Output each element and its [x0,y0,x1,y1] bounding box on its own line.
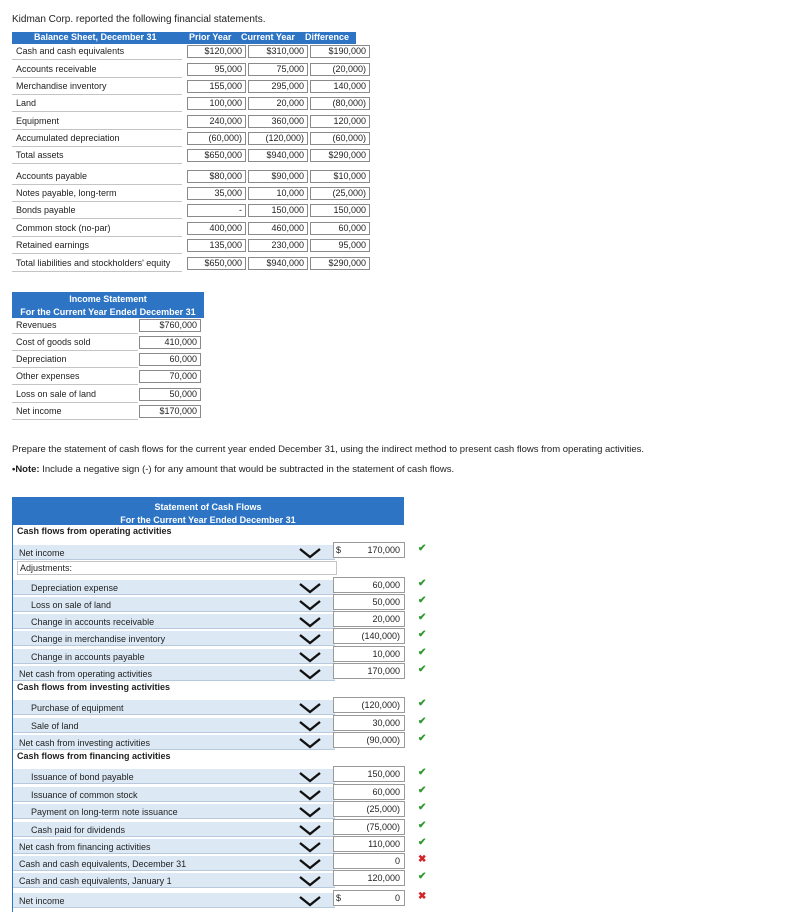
correct-check-icon: ✔ [418,629,427,640]
correct-check-icon: ✔ [418,612,427,623]
bs-value-prior: $650,000 [187,149,246,162]
instructions: Prepare the statement of cash flows for the current year ended December 31, using the indirect method to present cash flows from operating activities. [12,444,645,455]
cf-line-select[interactable] [13,666,335,681]
is-value: 60,000 [139,353,201,366]
bs-row-underline [12,146,182,147]
cf-line-label: Change in accounts payable [31,652,145,662]
bs-row-underline [12,218,182,219]
cf-line-select[interactable] [13,580,335,595]
is-subtitle: For the Current Year Ended December 31 [20,307,196,317]
cf-line-select[interactable] [13,839,335,854]
bs-value-diff: 140,000 [310,80,370,93]
is-row-underline [12,419,138,420]
bs-value-current: 20,000 [248,97,308,110]
is-row-label: Depreciation [16,354,67,364]
bs-value-diff: (25,000) [310,187,370,200]
cf-amount-input[interactable]: 150,000 [333,766,405,782]
correct-check-icon: ✔ [418,578,427,589]
cf-amount-input[interactable]: (90,000) [333,732,405,748]
bs-row-label: Accounts payable [16,171,88,181]
cf-amount-input[interactable]: (75,000) [333,819,405,835]
bs-value-diff: (80,000) [310,97,370,110]
is-row [12,369,204,385]
is-value: 410,000 [139,336,201,349]
bs-row-underline [12,111,182,112]
is-row-label: Other expenses [16,371,80,381]
balance-sheet [12,32,366,280]
bs-value-diff: $10,000 [310,170,370,183]
cf-amount-input[interactable]: 50,000 [333,594,405,610]
bs-value-diff: 120,000 [310,115,370,128]
cf-line-label: Net cash from financing activities [19,842,151,852]
bs-row [12,131,366,147]
bs-row-label: Notes payable, long-term [16,188,117,198]
bs-value-prior: 95,000 [187,63,246,76]
cash-flow-statement [12,497,427,912]
cf-amount-input[interactable]: 170,000 [333,663,405,679]
chevron-down-icon[interactable] [297,718,323,733]
cf-adjustments-label: Adjustments: [17,561,337,575]
bs-header-diff: Difference [305,32,350,42]
bs-value-prior: 155,000 [187,80,246,93]
chevron-down-icon[interactable] [297,545,323,560]
bs-row [12,238,366,254]
correct-check-icon: ✔ [418,733,427,744]
cf-amount-input[interactable]: (120,000) [333,697,405,713]
cf-line-label: Purchase of equipment [31,703,124,713]
bs-header-label: Balance Sheet, December 31 [34,32,157,42]
bs-row-label: Retained earnings [16,240,90,250]
cf-amount-input[interactable]: 170,000 [333,542,405,558]
cf-line-select[interactable] [13,873,335,888]
cf-amount-input[interactable]: (140,000) [333,628,405,644]
bs-row [12,221,366,237]
bs-row-label: Common stock (no-par) [16,223,111,233]
bs-row-underline [12,163,182,164]
bs-value-diff: $190,000 [310,45,370,58]
bs-row-underline [12,184,182,185]
cf-line-label: Net cash from investing activities [19,738,151,748]
cf-section-operating: Cash flows from operating activities [17,526,172,536]
bs-row-underline [12,253,182,254]
cf-line-label: Depreciation expense [31,583,119,593]
bs-row-label: Accumulated depreciation [16,133,120,143]
cf-line-select[interactable] [13,631,335,646]
chevron-down-icon[interactable] [297,700,323,715]
bs-value-current: 150,000 [248,204,308,217]
cf-line-label: Issuance of common stock [31,790,138,800]
cf-amount-input[interactable]: 120,000 [333,870,405,886]
is-row [12,404,204,420]
cf-line-select[interactable] [13,804,335,819]
correct-check-icon: ✔ [418,716,427,727]
cf-amount-input[interactable]: 110,000 [333,836,405,852]
bs-row [12,62,366,78]
cf-line-select[interactable] [13,822,335,837]
cf-line-label: Sale of land [31,721,79,731]
correct-check-icon: ✔ [418,785,427,796]
dollar-sign: $ [336,545,342,555]
bs-value-prior: 100,000 [187,97,246,110]
bs-value-current: 460,000 [248,222,308,235]
cf-line-select[interactable] [13,787,335,802]
chevron-down-icon[interactable] [297,856,323,871]
bs-row [12,79,366,95]
bs-value-prior: $650,000 [187,257,246,270]
is-value: $170,000 [139,405,201,418]
bs-row [12,114,366,130]
bs-row-underline [12,236,182,237]
bs-value-diff: (20,000) [310,63,370,76]
correct-check-icon: ✔ [418,543,427,554]
cf-line-label: Net income [19,896,65,906]
is-row [12,318,204,334]
bs-value-current: 295,000 [248,80,308,93]
bs-row-underline [12,77,182,78]
cf-line-select[interactable] [13,597,335,612]
chevron-down-icon[interactable] [297,787,323,802]
is-value: $760,000 [139,319,201,332]
bs-row-label: Total assets [16,150,64,160]
chevron-down-icon[interactable] [297,666,323,681]
cf-line-select[interactable] [13,545,335,560]
cf-line-select[interactable] [13,769,335,784]
note-label: •Note: [12,464,40,475]
bs-row [12,203,366,219]
note-text: Include a negative sign (-) for any amount that would be subtracted in the statement of cash flows. [39,464,455,475]
bs-value-prior: 240,000 [187,115,246,128]
is-row [12,335,204,351]
chevron-down-icon[interactable] [297,580,323,595]
is-row-label: Revenues [16,320,57,330]
cf-amount-input[interactable]: 30,000 [333,715,405,731]
bs-value-prior: 400,000 [187,222,246,235]
is-row [12,387,204,403]
intro-text: Kidman Corp. reported the following financial statements. [12,14,266,25]
cf-section-investing: Cash flows from investing activities [17,682,171,692]
bs-value-diff: 60,000 [310,222,370,235]
is-row [12,352,204,368]
bs-value-current: 360,000 [248,115,308,128]
bs-value-prior: (60,000) [187,132,246,145]
bs-row-label: Accounts receivable [16,64,97,74]
bs-value-prior: 135,000 [187,239,246,252]
bs-row [12,186,366,202]
cf-line-label: Cash paid for dividends [31,825,126,835]
dollar-sign: $ [336,893,342,903]
bs-value-diff: $290,000 [310,257,370,270]
cf-amount-input[interactable]: 10,000 [333,646,405,662]
cf-line-select[interactable] [13,700,335,715]
chevron-down-icon[interactable] [297,597,323,612]
cf-line-select[interactable] [13,614,335,629]
bs-value-prior: $120,000 [187,45,246,58]
bs-value-current: $940,000 [248,149,308,162]
is-row-underline [12,402,138,403]
bs-header-current: Current Year [241,32,295,42]
bs-value-prior: - [187,204,246,217]
bs-value-diff: 150,000 [310,204,370,217]
chevron-down-icon[interactable] [297,822,323,837]
is-title: Income Statement [69,294,147,304]
cf-line-select[interactable] [13,893,335,908]
chevron-down-icon[interactable] [297,873,323,888]
bs-row-label: Merchandise inventory [16,81,107,91]
cf-line-label: Net cash from operating activities [19,669,153,679]
cf-line-label: Net income [19,548,65,558]
correct-check-icon: ✔ [418,837,427,848]
is-row-label: Net income [16,406,62,416]
is-row-underline [12,384,138,385]
bs-value-prior: $80,000 [187,170,246,183]
correct-check-icon: ✔ [418,647,427,658]
bs-value-current: $940,000 [248,257,308,270]
bs-value-diff: $290,000 [310,149,370,162]
chevron-down-icon[interactable] [297,804,323,819]
chevron-down-icon[interactable] [297,614,323,629]
is-value: 50,000 [139,388,201,401]
bs-row [12,256,366,272]
bs-row-underline [12,94,182,95]
cf-line-select[interactable] [13,735,335,750]
correct-check-icon: ✔ [418,871,427,882]
correct-check-icon: ✔ [418,595,427,606]
is-row-underline [12,367,138,368]
cf-title: Statement of Cash Flows [154,502,262,512]
correct-check-icon: ✔ [418,767,427,778]
bs-row [12,44,366,60]
incorrect-x-icon: ✖ [418,854,427,865]
is-row-underline [12,350,138,351]
bs-row-label: Equipment [16,116,60,126]
bs-row [12,148,366,164]
bs-row-label: Cash and cash equivalents [16,46,125,56]
chevron-down-icon[interactable] [297,649,323,664]
bs-value-diff: (60,000) [310,132,370,145]
bs-row-underline [12,59,182,60]
chevron-down-icon[interactable] [297,735,323,750]
cf-line-label: Cash and cash equivalents, January 1 [19,876,172,886]
cf-line-select[interactable] [13,649,335,664]
note [12,464,454,475]
cf-amount-input[interactable]: 0 [333,890,405,906]
cf-amount-input[interactable]: (25,000) [333,801,405,817]
bs-value-current: 10,000 [248,187,308,200]
correct-check-icon: ✔ [418,664,427,675]
is-value: 70,000 [139,370,201,383]
chevron-down-icon[interactable] [297,631,323,646]
bs-value-current: $90,000 [248,170,308,183]
bs-value-current: 230,000 [248,239,308,252]
is-row-label: Cost of goods sold [16,337,91,347]
bs-row-underline [12,129,182,130]
bs-row [12,96,366,112]
bs-value-current: 75,000 [248,63,308,76]
bs-row-label: Bonds payable [16,205,76,215]
cf-amount-input[interactable]: 20,000 [333,611,405,627]
cf-line-label: Change in accounts receivable [31,617,155,627]
bs-value-current: (120,000) [248,132,308,145]
bs-row-underline [12,271,182,272]
income-statement [12,292,204,418]
bs-value-prior: 35,000 [187,187,246,200]
chevron-down-icon[interactable] [297,893,323,908]
is-row-label: Loss on sale of land [16,389,97,399]
bs-header-prior: Prior Year [189,32,232,42]
chevron-down-icon[interactable] [297,769,323,784]
cf-line-label: Change in merchandise inventory [31,634,166,644]
cf-line-label: Issuance of bond payable [31,772,134,782]
correct-check-icon: ✔ [418,802,427,813]
cf-line-label: Loss on sale of land [31,600,112,610]
correct-check-icon: ✔ [418,820,427,831]
cf-section-financing: Cash flows from financing activities [17,751,171,761]
bs-row [12,169,366,185]
bs-row-underline [12,201,182,202]
cf-line-label: Cash and cash equivalents, December 31 [19,859,187,869]
cf-amount-input[interactable]: 0 [333,853,405,869]
cf-line-label: Payment on long-term note issuance [31,807,178,817]
bs-row-label: Land [16,98,37,108]
cf-amount-input[interactable]: 60,000 [333,784,405,800]
incorrect-x-icon: ✖ [418,891,427,902]
cf-amount-input[interactable]: 60,000 [333,577,405,593]
bs-row-label: Total liabilities and stockholders' equity [16,258,171,268]
correct-check-icon: ✔ [418,698,427,709]
bs-value-current: $310,000 [248,45,308,58]
chevron-down-icon[interactable] [297,839,323,854]
cf-subtitle: For the Current Year Ended December 31 [120,515,296,525]
cf-line-select[interactable] [13,718,335,733]
is-row-underline [12,333,138,334]
cf-line-select[interactable] [13,856,335,871]
bs-value-diff: 95,000 [310,239,370,252]
